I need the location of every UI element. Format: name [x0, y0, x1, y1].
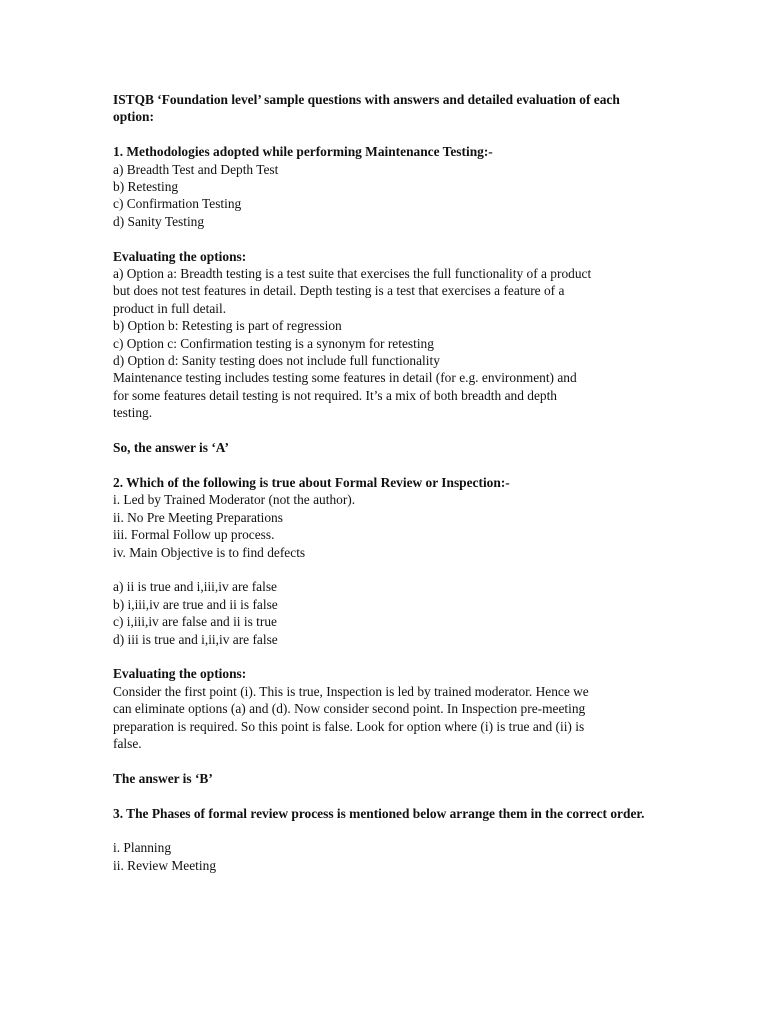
q3-heading: 3. The Phases of formal review process is mentioned below arrange them in the correct order.	[113, 805, 645, 821]
q2-answer: The answer is ‘B’	[113, 770, 213, 786]
q2-statement-i: i. Led by Trained Moderator (not the author).	[113, 492, 356, 508]
q2-statement-ii: ii. No Pre Meeting Preparations	[113, 509, 283, 525]
q2-option-d: d) iii is true and i,ii,iv are false	[113, 631, 278, 647]
q1-heading: 1. Methodologies adopted while performing Maintenance Testing:-	[113, 144, 493, 160]
q1-evaluation-line: Maintenance testing includes testing some features in detail (for e.g. environment) and	[113, 370, 577, 386]
q2-statement-iii: iii. Formal Follow up process.	[113, 527, 275, 543]
q1-evaluating-heading: Evaluating the options:	[113, 248, 247, 264]
q2-option-a: a) ii is true and i,iii,iv are false	[113, 579, 277, 595]
q1-answer: So, the answer is ‘A’	[113, 440, 229, 456]
spacer	[113, 822, 658, 839]
spacer	[113, 126, 658, 143]
q1-evaluation-line: b) Option b: Retesting is part of regression	[113, 318, 342, 334]
q3-phase-ii: ii. Review Meeting	[113, 857, 217, 873]
spacer	[113, 752, 658, 769]
q1-option-a: a) Breadth Test and Depth Test	[113, 161, 279, 177]
q2-evaluation-line: Consider the first point (i). This is true, Inspection is led by trained moderator. Hence we	[113, 683, 589, 699]
q2-option-b: b) i,iii,iv are true and ii is false	[113, 596, 278, 612]
spacer	[113, 648, 658, 665]
q2-statement-iv: iv. Main Objective is to find defects	[113, 544, 306, 560]
spacer	[113, 787, 658, 804]
q2-evaluation-line: false.	[113, 735, 142, 751]
q3-phase-i: i. Planning	[113, 840, 172, 856]
q1-option-b: b) Retesting	[113, 179, 179, 195]
q1-evaluation-line: a) Option a: Breadth testing is a test suite that exercises the full functionality of a product	[113, 266, 592, 282]
spacer	[113, 456, 658, 473]
spacer	[113, 230, 658, 247]
q1-evaluation-line: product in full detail.	[113, 300, 227, 316]
q1-option-c: c) Confirmation Testing	[113, 196, 242, 212]
q1-evaluation-line: c) Option c: Confirmation testing is a synonym for retesting	[113, 335, 434, 351]
q1-evaluation-line: testing.	[113, 405, 153, 421]
q2-option-c: c) i,iii,iv are false and ii is true	[113, 614, 277, 630]
q2-evaluation-line: can eliminate options (a) and (d). Now consider second point. In Inspection pre-meeting	[113, 701, 586, 717]
q1-evaluation-line: d) Option d: Sanity testing does not include full functionality	[113, 353, 440, 369]
q1-evaluation-line: for some features detail testing is not required. It’s a mix of both breadth and depth	[113, 387, 558, 403]
q1-option-d: d) Sanity Testing	[113, 213, 205, 229]
q2-evaluation-line: preparation is required. So this point is false. Look for option where (i) is true and (ii) is	[113, 718, 585, 734]
document-title: ISTQB ‘Foundation level’ sample questions with answers and detailed evaluation of each option:	[113, 92, 620, 125]
q2-evaluating-heading: Evaluating the options:	[113, 666, 247, 682]
spacer	[113, 561, 658, 578]
spacer	[113, 422, 658, 439]
q1-evaluation-line: but does not test features in detail. Depth testing is a test that exercises a feature of a	[113, 283, 565, 299]
document-page	[113, 91, 658, 874]
q2-heading: 2. Which of the following is true about Formal Review or Inspection:-	[113, 474, 510, 490]
